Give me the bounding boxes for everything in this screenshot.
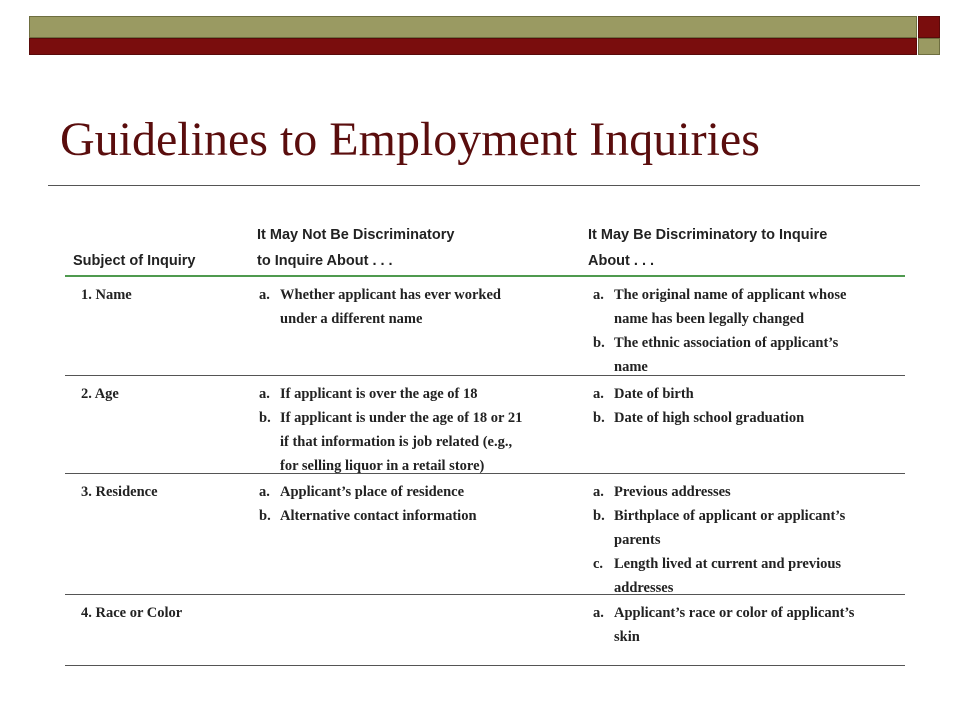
list-item	[259, 504, 559, 528]
item-line: Length lived at current and previous	[614, 556, 842, 572]
item-text	[280, 283, 559, 331]
discriminatory-cell	[593, 601, 903, 649]
item-line: Applicant’s race or color of applicant’s	[614, 605, 855, 621]
item-text	[614, 382, 903, 406]
item-line: Previous addresses	[614, 484, 731, 500]
header-square-maroon	[918, 16, 940, 38]
list-item	[593, 504, 903, 552]
item-letter: a.	[593, 605, 604, 621]
item-letter: b.	[259, 508, 271, 524]
item-letter: a.	[593, 484, 604, 500]
item-text	[614, 331, 903, 379]
header-subject: Subject of Inquiry	[73, 253, 196, 269]
item-text	[614, 552, 903, 600]
item-line: Applicant’s place of residence	[280, 484, 465, 500]
item-line: name has been legally changed	[614, 311, 805, 327]
discriminatory-cell	[593, 283, 903, 379]
discriminatory-cell	[593, 480, 903, 600]
item-text	[280, 480, 559, 504]
item-line: Whether applicant has ever worked	[280, 287, 501, 303]
header-discriminatory-line: About . . .	[588, 253, 655, 269]
item-line: Date of high school graduation	[614, 410, 805, 426]
list-item	[259, 406, 559, 478]
table-row	[65, 376, 905, 474]
item-line: The original name of applicant whose	[614, 287, 847, 303]
subject-cell: 2. Age	[81, 386, 119, 402]
discriminatory-cell	[593, 382, 903, 430]
header-square-olive	[918, 38, 940, 55]
item-text	[280, 382, 559, 406]
item-letter: a.	[593, 287, 604, 303]
item-line: If applicant is under the age of 18 or 21	[280, 410, 523, 426]
item-letter: b.	[593, 410, 605, 426]
list-item	[259, 283, 559, 331]
title-divider	[48, 185, 920, 186]
item-text	[614, 480, 903, 504]
item-line: parents	[614, 532, 661, 548]
table-row	[65, 474, 905, 595]
item-text	[614, 406, 903, 430]
subject-cell: 3. Residence	[81, 484, 158, 500]
item-letter: b.	[593, 508, 605, 524]
header-bar-maroon	[29, 38, 917, 55]
slide-title: Guidelines to Employment Inquiries	[60, 113, 760, 166]
item-text	[614, 283, 903, 331]
list-item	[259, 480, 559, 504]
item-line: skin	[614, 629, 640, 645]
list-item	[259, 382, 559, 406]
item-line: under a different name	[280, 311, 423, 327]
header-discriminatory	[588, 222, 827, 274]
header-not-discriminatory-line: to Inquire About . . .	[257, 253, 393, 269]
item-text	[614, 601, 903, 649]
item-text	[280, 406, 559, 478]
list-item	[593, 552, 903, 600]
item-line: for selling liquor in a retail store)	[280, 458, 485, 474]
item-text	[614, 504, 903, 552]
item-line: The ethnic association of applicant’s	[614, 335, 839, 351]
header-discriminatory-line: It May Be Discriminatory to Inquire	[588, 227, 828, 243]
header-bar-olive	[29, 16, 917, 38]
item-text	[280, 504, 559, 528]
subject-cell: 4. Race or Color	[81, 605, 183, 621]
item-letter: b.	[259, 410, 271, 426]
item-letter: c.	[593, 556, 604, 572]
not-discriminatory-cell	[259, 283, 559, 331]
item-letter: a.	[259, 386, 270, 402]
subject-cell: 1. Name	[81, 287, 132, 303]
item-line: name	[614, 359, 648, 375]
item-letter: a.	[593, 386, 604, 402]
list-item	[593, 382, 903, 406]
item-line: If applicant is over the age of 18	[280, 386, 478, 402]
item-line: addresses	[614, 580, 674, 596]
header-not-discriminatory	[257, 222, 454, 274]
table-row	[65, 277, 905, 376]
item-letter: a.	[259, 287, 270, 303]
table-header	[65, 222, 905, 277]
list-item	[593, 480, 903, 504]
item-line: Alternative contact information	[280, 508, 477, 524]
item-letter: a.	[259, 484, 270, 500]
list-item	[593, 331, 903, 379]
list-item	[593, 601, 903, 649]
item-line: Date of birth	[614, 386, 694, 402]
list-item	[593, 406, 903, 430]
item-letter: b.	[593, 335, 605, 351]
table-row	[65, 595, 905, 666]
table-body	[65, 277, 905, 666]
not-discriminatory-cell	[259, 382, 559, 478]
list-item	[593, 283, 903, 331]
not-discriminatory-cell	[259, 480, 559, 528]
header-not-discriminatory-line: It May Not Be Discriminatory	[257, 227, 455, 243]
item-line: Birthplace of applicant or applicant’s	[614, 508, 846, 524]
inquiry-table	[65, 222, 905, 666]
item-line: if that information is job related (e.g.,	[280, 434, 513, 450]
